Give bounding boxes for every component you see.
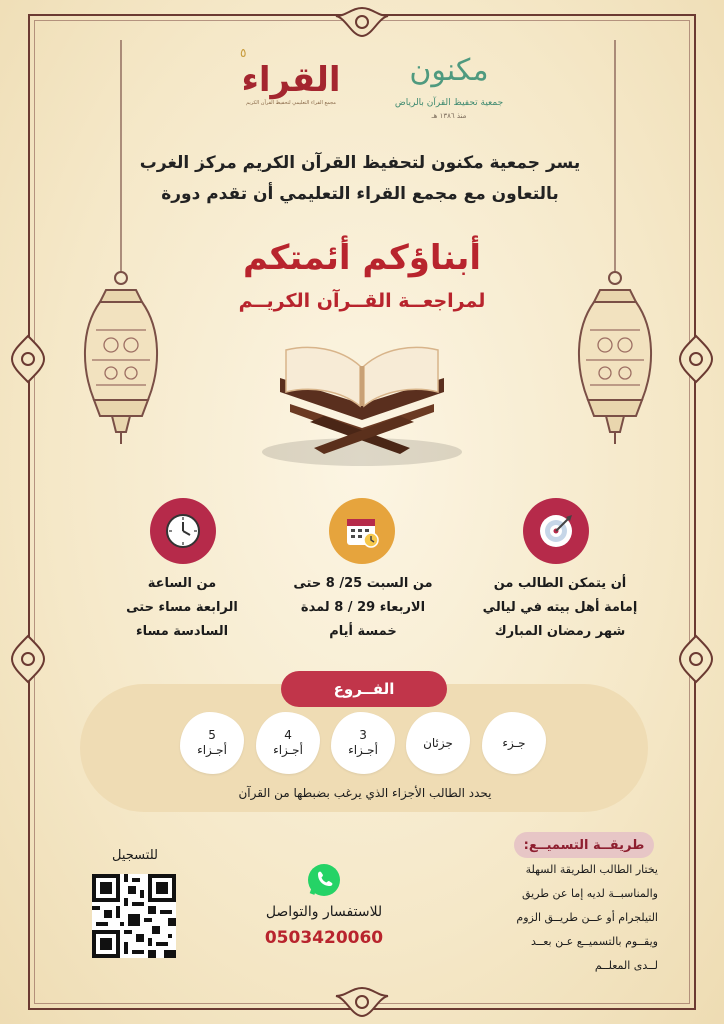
method-title: طريقــة التسميــع: bbox=[514, 832, 654, 858]
feature-time-line: السادسة مساء bbox=[135, 624, 229, 639]
register-label: للتسجيل bbox=[112, 848, 158, 863]
feature-time bbox=[116, 572, 248, 644]
feature-dates bbox=[282, 572, 444, 644]
method-line: ويقــوم بالتسميــع عـن بعــد bbox=[531, 935, 658, 948]
method-line: والمناسبــة لديه إما عن طريق bbox=[522, 887, 658, 900]
intro-line-1: يسر جمعية مكنون لتحفيظ القرآن الكريم مركز الغرب bbox=[139, 153, 581, 173]
left-ornament-bottom bbox=[10, 634, 46, 684]
whatsapp-icon[interactable] bbox=[306, 862, 342, 898]
feature-goal bbox=[470, 572, 650, 644]
contact-phone[interactable]: 0503420060 bbox=[264, 928, 384, 948]
logo-maknoon-subtitle: جمعية تحفيظ القرآن بالرياض bbox=[394, 98, 504, 108]
method-body bbox=[444, 858, 658, 978]
logo-alqurraa-text: القراء bbox=[241, 60, 341, 100]
feature-time-line: من الساعة bbox=[147, 576, 217, 591]
branches-title: الفــروع bbox=[281, 671, 447, 707]
logo-alqurraa-badge: ٥ bbox=[240, 46, 247, 60]
qr-code-icon[interactable] bbox=[92, 874, 176, 958]
bottom-ornament bbox=[332, 984, 392, 1020]
feature-goal-line: أن يتمكن الطالب من bbox=[493, 576, 627, 591]
branch-option-label: أجـزاء bbox=[348, 743, 378, 757]
left-ornament-top bbox=[10, 334, 46, 384]
logo-maknoon bbox=[384, 46, 514, 122]
branch-option-number: 3 bbox=[359, 728, 367, 742]
feature-time-line: الرابعة مساء حتى bbox=[126, 600, 238, 615]
logo-alqurraa bbox=[226, 46, 356, 106]
method-line: التيلجرام أو عــن طريــق الزوم bbox=[516, 911, 658, 924]
branch-option-label: جـزء bbox=[502, 735, 526, 750]
clock-icon bbox=[163, 511, 203, 551]
intro-text bbox=[100, 148, 620, 210]
feature-dates-line: من السبت 25/ 8 حتى bbox=[293, 576, 433, 591]
method-line: يختار الطالب الطريقة السهلة bbox=[525, 863, 658, 876]
branch-option-number: 4 bbox=[284, 728, 292, 742]
feature-dates-line: الاربعاء 29 / 8 لمدة bbox=[300, 600, 426, 615]
feature-dates-line: خمسة أيام bbox=[329, 624, 397, 639]
logo-maknoon-text: مكنون bbox=[409, 53, 489, 88]
clock-circle bbox=[150, 498, 216, 564]
quran-stand-icon bbox=[250, 330, 470, 470]
branch-option-label: جزئان bbox=[423, 735, 453, 750]
course-title: أبناؤكم أئمتكم bbox=[243, 238, 481, 278]
right-ornament-bottom bbox=[678, 634, 714, 684]
target-circle bbox=[523, 498, 589, 564]
right-ornament-top bbox=[678, 334, 714, 384]
calendar-icon bbox=[342, 511, 382, 551]
contact-label: للاستفسار والتواصل bbox=[265, 904, 383, 920]
top-ornament bbox=[332, 4, 392, 40]
logo-maknoon-since: منذ ١٣٨٦ هـ bbox=[431, 112, 467, 120]
branch-option-number: 5 bbox=[208, 728, 216, 742]
course-subtitle: لمراجعــة القــرآن الكريــم bbox=[238, 290, 486, 312]
branch-option-label: أجـزاء bbox=[273, 743, 303, 757]
logo-alqurraa-subtitle: مجمع القراء التعليمي لتحفيظ القرآن الكريم bbox=[246, 100, 336, 106]
feature-goal-line: إمامة أهل بيته في ليالي bbox=[482, 600, 638, 615]
method-line: لــدى المعلــم bbox=[594, 959, 658, 972]
branches-note: يحدد الطالب الأجزاء الذي يرغب بضبطها من القرآن bbox=[238, 786, 492, 800]
intro-line-2: بالتعاون مع مجمع القراء التعليمي أن تقدم دورة bbox=[161, 184, 559, 204]
feature-goal-line: شهر رمضان المبارك bbox=[494, 624, 626, 639]
target-icon bbox=[536, 511, 576, 551]
calendar-circle bbox=[329, 498, 395, 564]
branch-option-label: أجـزاء bbox=[197, 743, 227, 757]
